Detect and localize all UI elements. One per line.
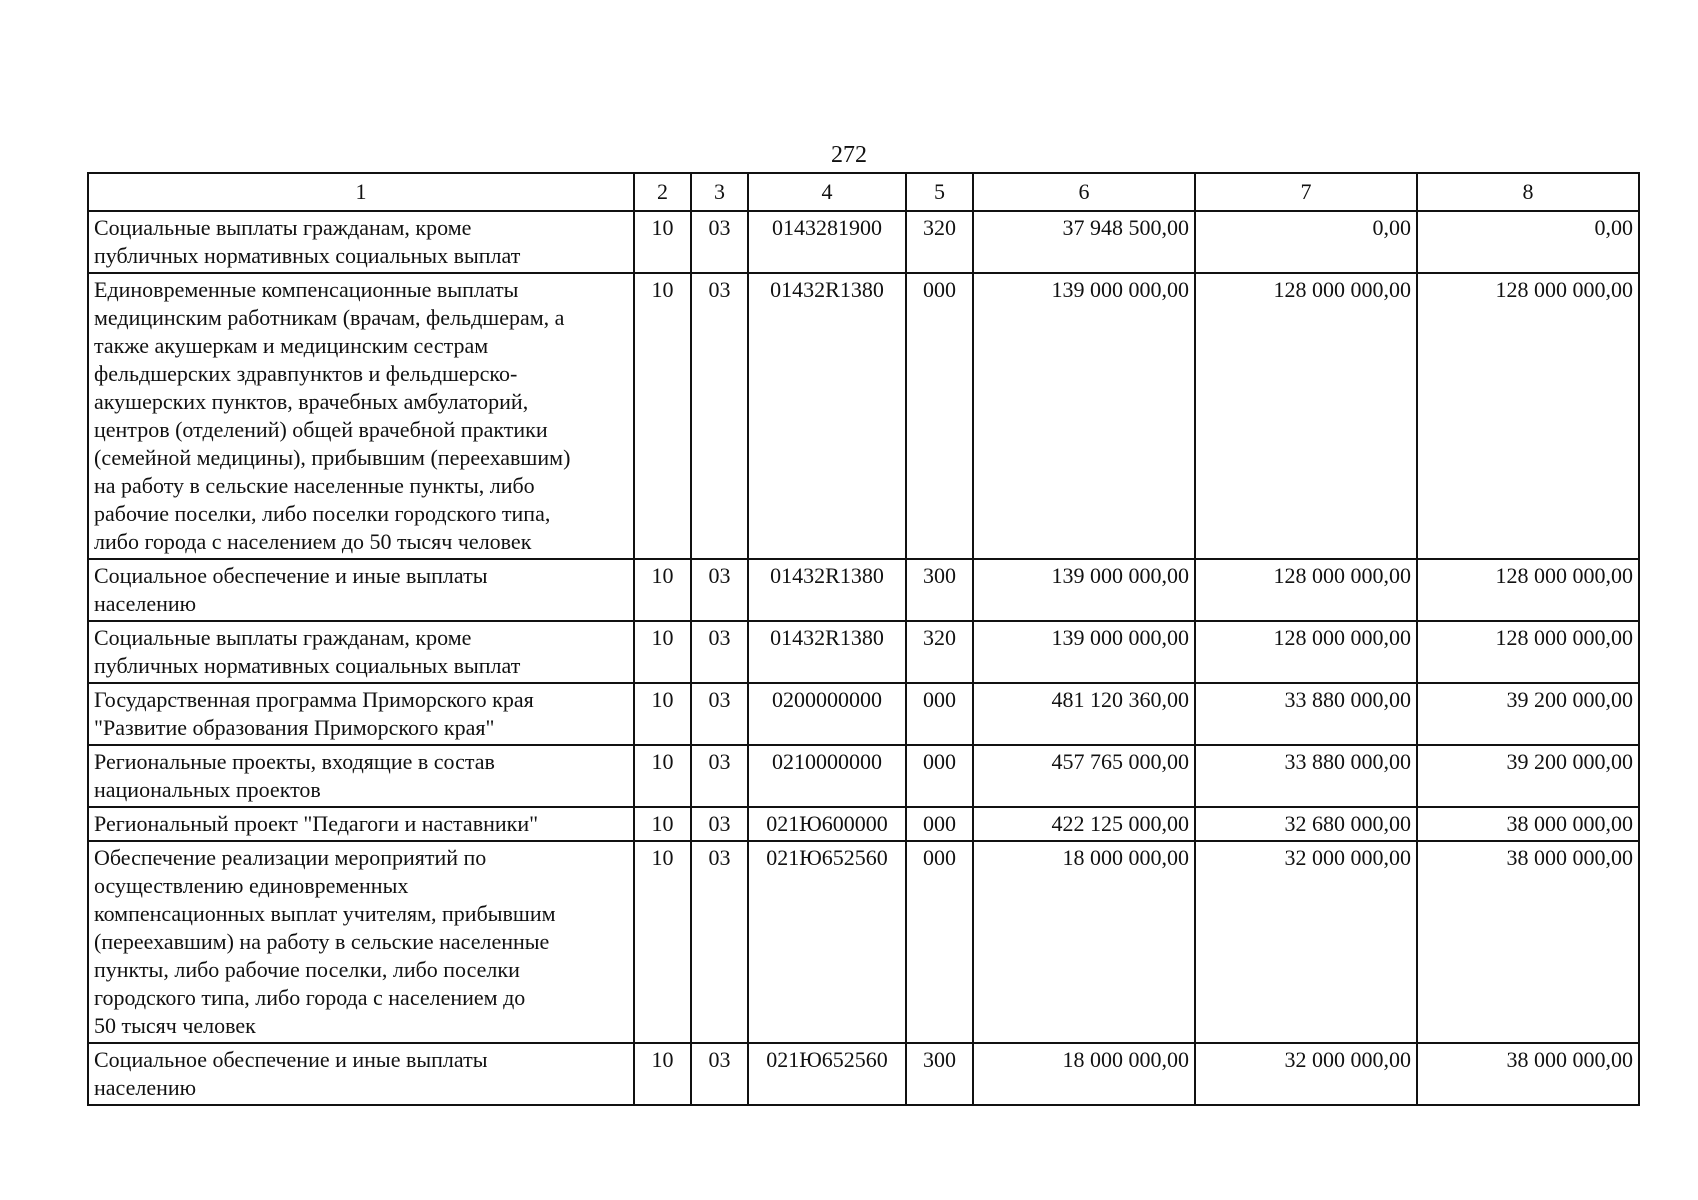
target-article-code: 01432R1380 [748, 621, 906, 683]
column-header: 6 [973, 173, 1195, 211]
section-code: 10 [634, 841, 691, 1043]
section-code: 10 [634, 807, 691, 841]
amount-col-6: 37 948 500,00 [973, 211, 1195, 273]
amount-col-7: 128 000 000,00 [1195, 559, 1417, 621]
expense-type-code: 000 [906, 683, 973, 745]
target-article-code: 01432R1380 [748, 273, 906, 559]
amount-col-7: 33 880 000,00 [1195, 745, 1417, 807]
subsection-code: 03 [691, 621, 748, 683]
page-number: 272 [831, 142, 867, 168]
row-name: Обеспечение реализации мероприятий по осуществлению единовременных компенсационных выплат учителям, прибывшим (переехавшим) на работу в сельские населенные пункты, либо рабочие поселки, либо поселки городского типа, либо города с населением до 50 тысяч человек [88, 841, 634, 1043]
section-code: 10 [634, 621, 691, 683]
row-name: Государственная программа Приморского края "Развитие образования Приморского края" [88, 683, 634, 745]
amount-col-6: 139 000 000,00 [973, 621, 1195, 683]
amount-col-8: 128 000 000,00 [1417, 621, 1639, 683]
expense-type-code: 300 [906, 1043, 973, 1105]
section-code: 10 [634, 745, 691, 807]
column-header: 7 [1195, 173, 1417, 211]
amount-col-7: 32 680 000,00 [1195, 807, 1417, 841]
amount-col-8: 39 200 000,00 [1417, 683, 1639, 745]
column-header: 1 [88, 173, 634, 211]
expense-type-code: 000 [906, 273, 973, 559]
column-header: 3 [691, 173, 748, 211]
target-article-code: 021Ю652560 [748, 1043, 906, 1105]
amount-col-6: 457 765 000,00 [973, 745, 1195, 807]
amount-col-6: 481 120 360,00 [973, 683, 1195, 745]
amount-col-8: 38 000 000,00 [1417, 1043, 1639, 1105]
expense-type-code: 320 [906, 621, 973, 683]
expense-type-code: 300 [906, 559, 973, 621]
expense-type-code: 320 [906, 211, 973, 273]
row-name: Социальные выплаты гражданам, кроме публичных нормативных социальных выплат [88, 211, 634, 273]
amount-col-6: 139 000 000,00 [973, 559, 1195, 621]
header-row [88, 173, 1639, 211]
subsection-code: 03 [691, 841, 748, 1043]
table-row [88, 683, 1639, 745]
table-row [88, 1043, 1639, 1105]
amount-col-6: 18 000 000,00 [973, 1043, 1195, 1105]
target-article-code: 0210000000 [748, 745, 906, 807]
column-header: 2 [634, 173, 691, 211]
amount-col-6: 139 000 000,00 [973, 273, 1195, 559]
amount-col-7: 33 880 000,00 [1195, 683, 1417, 745]
expense-type-code: 000 [906, 807, 973, 841]
table-row [88, 273, 1639, 559]
table-row [88, 807, 1639, 841]
amount-col-6: 422 125 000,00 [973, 807, 1195, 841]
amount-col-8: 39 200 000,00 [1417, 745, 1639, 807]
subsection-code: 03 [691, 559, 748, 621]
amount-col-6: 18 000 000,00 [973, 841, 1195, 1043]
row-name: Социальное обеспечение и иные выплаты населению [88, 1043, 634, 1105]
expense-type-code: 000 [906, 745, 973, 807]
amount-col-8: 38 000 000,00 [1417, 841, 1639, 1043]
column-header: 8 [1417, 173, 1639, 211]
amount-col-7: 128 000 000,00 [1195, 273, 1417, 559]
column-header: 4 [748, 173, 906, 211]
section-code: 10 [634, 1043, 691, 1105]
row-name: Региональные проекты, входящие в состав национальных проектов [88, 745, 634, 807]
amount-col-7: 128 000 000,00 [1195, 621, 1417, 683]
table-row [88, 559, 1639, 621]
budget-table [87, 172, 1640, 1106]
row-name: Социальное обеспечение и иные выплаты населению [88, 559, 634, 621]
table-row [88, 621, 1639, 683]
table-row [88, 841, 1639, 1043]
expense-type-code: 000 [906, 841, 973, 1043]
subsection-code: 03 [691, 745, 748, 807]
table-body [88, 211, 1639, 1105]
subsection-code: 03 [691, 211, 748, 273]
column-header: 5 [906, 173, 973, 211]
target-article-code: 01432R1380 [748, 559, 906, 621]
target-article-code: 0200000000 [748, 683, 906, 745]
amount-col-8: 0,00 [1417, 211, 1639, 273]
table-row [88, 211, 1639, 273]
row-name: Единовременные компенсационные выплаты медицинским работникам (врачам, фельдшерам, а также акушеркам и медицинским сестрам фельдшерских здравпунктов и фельдшерско- акушерских пунктов, врачебных амбулаторий, центров (отделений) общей врачебной практики (семейной медицины), прибывшим (переехавшим) на работу в сельские населенные пункты, либо рабочие поселки, либо поселки городского типа, либо города с населением до 50 тысяч человек [88, 273, 634, 559]
table-header [88, 173, 1639, 211]
amount-col-8: 128 000 000,00 [1417, 273, 1639, 559]
subsection-code: 03 [691, 273, 748, 559]
table-row [88, 745, 1639, 807]
amount-col-7: 32 000 000,00 [1195, 841, 1417, 1043]
amount-col-8: 128 000 000,00 [1417, 559, 1639, 621]
subsection-code: 03 [691, 1043, 748, 1105]
subsection-code: 03 [691, 683, 748, 745]
section-code: 10 [634, 211, 691, 273]
section-code: 10 [634, 559, 691, 621]
section-code: 10 [634, 683, 691, 745]
section-code: 10 [634, 273, 691, 559]
subsection-code: 03 [691, 807, 748, 841]
target-article-code: 0143281900 [748, 211, 906, 273]
row-name: Социальные выплаты гражданам, кроме публичных нормативных социальных выплат [88, 621, 634, 683]
row-name: Региональный проект "Педагоги и наставники" [88, 807, 634, 841]
amount-col-8: 38 000 000,00 [1417, 807, 1639, 841]
target-article-code: 021Ю652560 [748, 841, 906, 1043]
amount-col-7: 0,00 [1195, 211, 1417, 273]
amount-col-7: 32 000 000,00 [1195, 1043, 1417, 1105]
target-article-code: 021Ю600000 [748, 807, 906, 841]
